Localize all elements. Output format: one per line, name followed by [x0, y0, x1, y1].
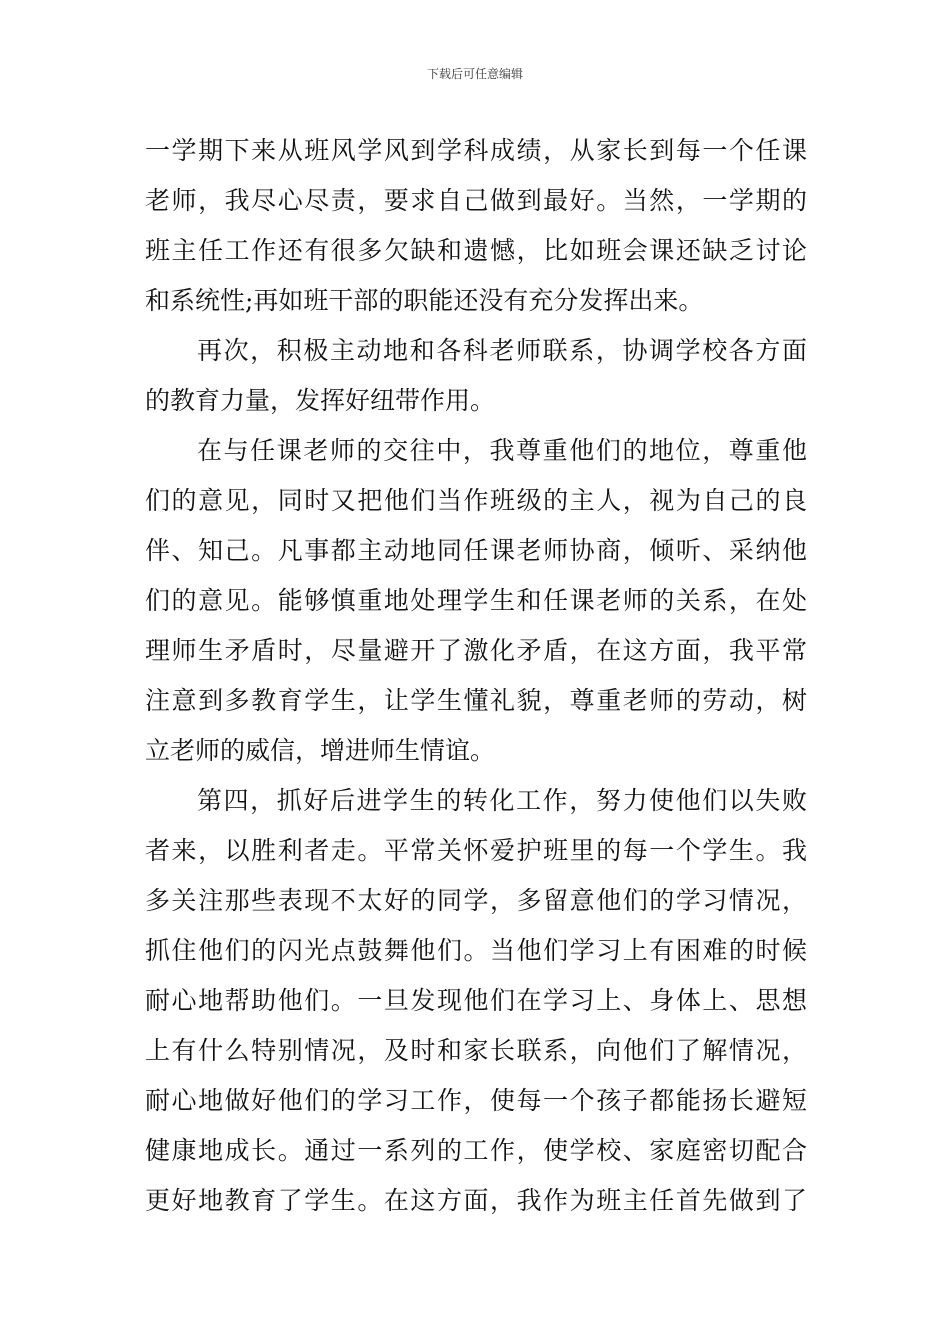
text-line: 再次，积极主动地和各科老师联系，协调学校各方面: [197, 336, 807, 365]
text-line: 第四，抓好后进学生的转化工作，努力使他们以失败: [197, 786, 807, 815]
text-line: 者来，以胜利者走。平常关怀爱护班里的每一个学生。我: [145, 836, 807, 865]
body-text: [145, 126, 807, 1226]
text-line: 耐心地做好他们的学习工作，使每一个孩子都能扬长避短: [145, 1086, 807, 1115]
text-line: 更好地教育了学生。在这方面，我作为班主任首先做到了: [145, 1186, 807, 1215]
text-line: 在与任课老师的交往中，我尊重他们的地位，尊重他: [197, 436, 807, 465]
text-line: 耐心地帮助他们。一旦发现他们在学习上、身体上、思想: [145, 986, 807, 1015]
text-line: 老师，我尽心尽责，要求自己做到最好。当然，一学期的: [145, 186, 807, 215]
page-header: 下载后可任意编辑: [426, 67, 523, 81]
text-line: 们的意见。能够慎重地处理学生和任课老师的关系，在处: [145, 586, 807, 615]
text-line: 班主任工作还有很多欠缺和遗憾，比如班会课还缺乏讨论: [145, 236, 807, 265]
text-line: 多关注那些表现不太好的同学，多留意他们的学习情况，: [145, 886, 807, 915]
text-line: 们的意见，同时又把他们当作班级的主人，视为自己的良: [145, 486, 807, 515]
text-line: 伴、知己。凡事都主动地同任课老师协商，倾听、采纳他: [145, 536, 807, 565]
text-line: 理师生矛盾时，尽量避开了激化矛盾，在这方面，我平常: [145, 636, 807, 665]
text-line: 立老师的威信，增进师生情谊。: [145, 736, 496, 765]
text-line: 的教育力量，发挥好纽带作用。: [145, 386, 496, 415]
text-line: 抓住他们的闪光点鼓舞他们。当他们学习上有困难的时候: [145, 936, 807, 965]
text-line: 和系统性;再如班干部的职能还没有充分发挥出来。: [145, 286, 704, 315]
text-line: 注意到多教育学生，让学生懂礼貌，尊重老师的劳动，树: [145, 686, 807, 715]
text-line: 一学期下来从班风学风到学科成绩，从家长到每一个任课: [145, 136, 807, 165]
text-line: 上有什么特别情况，及时和家长联系，向他们了解情况，: [145, 1036, 807, 1065]
text-line: 健康地成长。通过一系列的工作，使学校、家庭密切配合: [145, 1136, 807, 1165]
